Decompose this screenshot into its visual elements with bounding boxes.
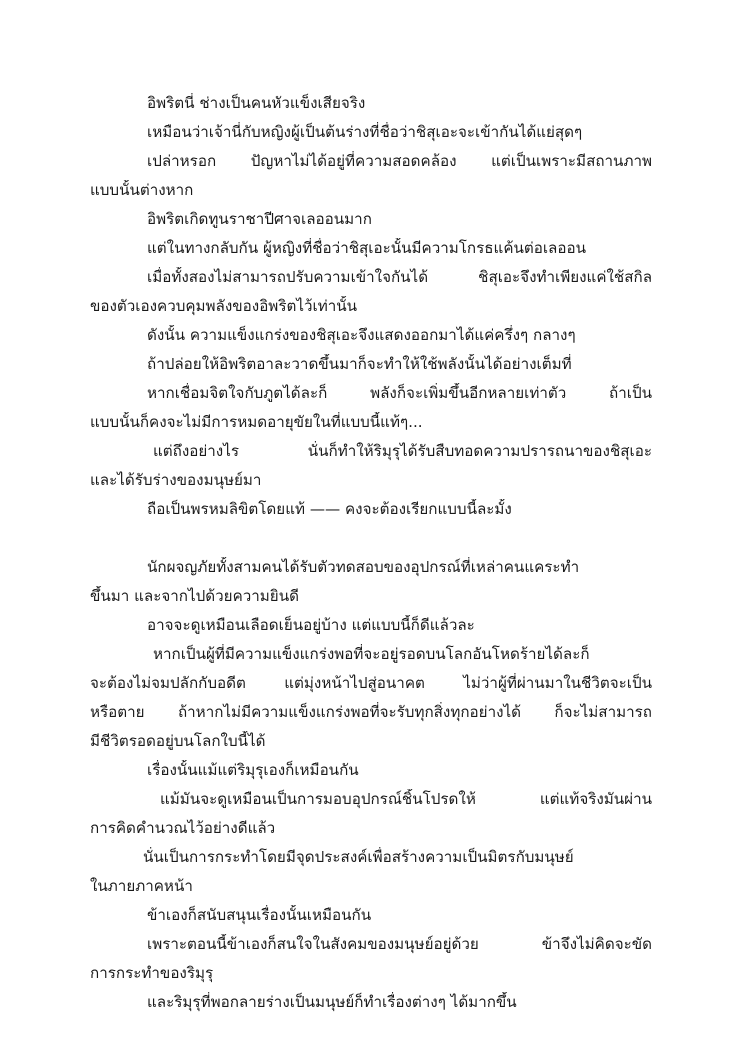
text-line: นั่นเป็นการกระทำโดยมีจุดประสงค์เพื่อสร้างความเป็นมิตรกับมนุษย์ <box>143 848 574 866</box>
text-line: การคิดคำนวณไว้อย่างดีแล้ว <box>90 819 276 837</box>
text-line: อิพริตนี่ ช่างเป็นคนหัวแข็งเสียจริง <box>147 94 366 112</box>
text-line: ในภายภาคหน้า <box>90 877 193 895</box>
text-line: แบบนั้นก็คงจะไม่มีการหมดอายุขัยในที่แบบนี้แท้ๆ... <box>90 413 423 431</box>
text-line: ขึ้นมา และจากไปด้วยความยินดี <box>90 587 299 605</box>
text-line: เปล่าหรอก ปัญหาไม่ได้อยู่ที่ความสอดคล้อง แต่เป็นเพราะมีสถานภาพ <box>147 152 652 170</box>
text-line: ของตัวเองควบคุมพลังของอิพริตไว้เท่านั้น <box>90 297 358 315</box>
text-line: แม้มันจะดูเหมือนเป็นการมอบอุปกรณ์ชิ้นโปรดให้ แต่แท้จริงมันผ่าน <box>160 790 652 808</box>
text-line: หรือตาย ถ้าหากไม่มีความแข็งแกร่งพอที่จะรับทุกสิ่งทุกอย่างได้ ก็จะไม่สามารถ <box>90 703 652 721</box>
text-line: จะต้องไม่จมปลักกับอดีต แต่มุ่งหน้าไปสู่อนาคต ไม่ว่าผู้ที่ผ่านมาในชีวิตจะเป็น <box>90 674 652 692</box>
text-line: เรื่องนั้นแม้แต่ริมุรุเองก็เหมือนกัน <box>147 761 359 779</box>
text-line: อาจจะดูเหมือนเลือดเย็นอยู่บ้าง แต่แบบนี้ก็ดีแล้วละ <box>147 616 475 634</box>
text-line: ดังนั้น ความแข็งแกร่งของชิสุเอะจึงแสดงออกมาได้แค่ครึ่งๆ กลางๆ <box>147 326 576 344</box>
text-line: การกระทำของริมุรุ <box>90 964 214 982</box>
text-line: และริมุรุที่พอกลายร่างเป็นมนุษย์ก็ทำเรื่องต่างๆ ได้มากขึ้น <box>147 993 517 1011</box>
text-line: ข้าเองก็สนับสนุนเรื่องนั้นเหมือนกัน <box>147 906 372 924</box>
text-line: แบบนั้นต่างหาก <box>90 181 194 199</box>
text-line: แต่ถึงอย่างไร นั่นก็ทำให้ริมุรุได้รับสืบทอดความปรารถนาของชิสุเอะ <box>153 442 652 460</box>
text-line: และได้รับร่างของมนุษย์มา <box>90 471 262 489</box>
text-line: ถือเป็นพรหมลิขิตโดยแท้ —— คงจะต้องเรียกแบบนี้ละมั้ง <box>147 500 512 518</box>
text-line: เหมือนว่าเจ้านี่กับหญิงผู้เป็นต้นร่างที่ชื่อว่าชิสุเอะจะเข้ากันได้แย่สุดๆ <box>147 123 583 141</box>
text-line: แต่ในทางกลับกัน ผู้หญิงที่ชื่อว่าชิสุเอะนั้นมีความโกรธแค้นต่อเลออน <box>147 239 586 257</box>
text-line: หากเชื่อมจิตใจกับภูตได้ละก็ พลังก็จะเพิ่มขึ้นอีกหลายเท่าตัว ถ้าเป็น <box>147 384 652 402</box>
text-line: ถ้าปล่อยให้อิพริตอาละวาดขึ้นมาก็จะทำให้ใช้พลังนั้นได้อย่างเต็มที่ <box>147 355 572 373</box>
text-line: หากเป็นผู้ที่มีความแข็งแกร่งพอที่จะอยู่รอดบนโลกอันโหดร้ายได้ละก็ <box>153 645 590 663</box>
text-line: มีชีวิตรอดอยู่บนโลกใบนี้ได้ <box>90 732 266 750</box>
text-line: นักผจญภัยทั้งสามคนได้รับตัวทดสอบของอุปกรณ์ที่เหล่าคนแคระทำ <box>147 558 580 576</box>
text-line: เมื่อทั้งสองไม่สามารถปรับความเข้าใจกันได้ ชิสุเอะจึงทำเพียงแค่ใช้สกิล <box>147 268 652 286</box>
text-line: อิพริตเกิดทูนราชาปีศาจเลออนมาก <box>147 210 372 228</box>
text-line: เพราะตอนนี้ข้าเองก็สนใจในสังคมของมนุษย์อยู่ด้วย ข้าจึงไม่คิดจะขัด <box>147 935 652 953</box>
